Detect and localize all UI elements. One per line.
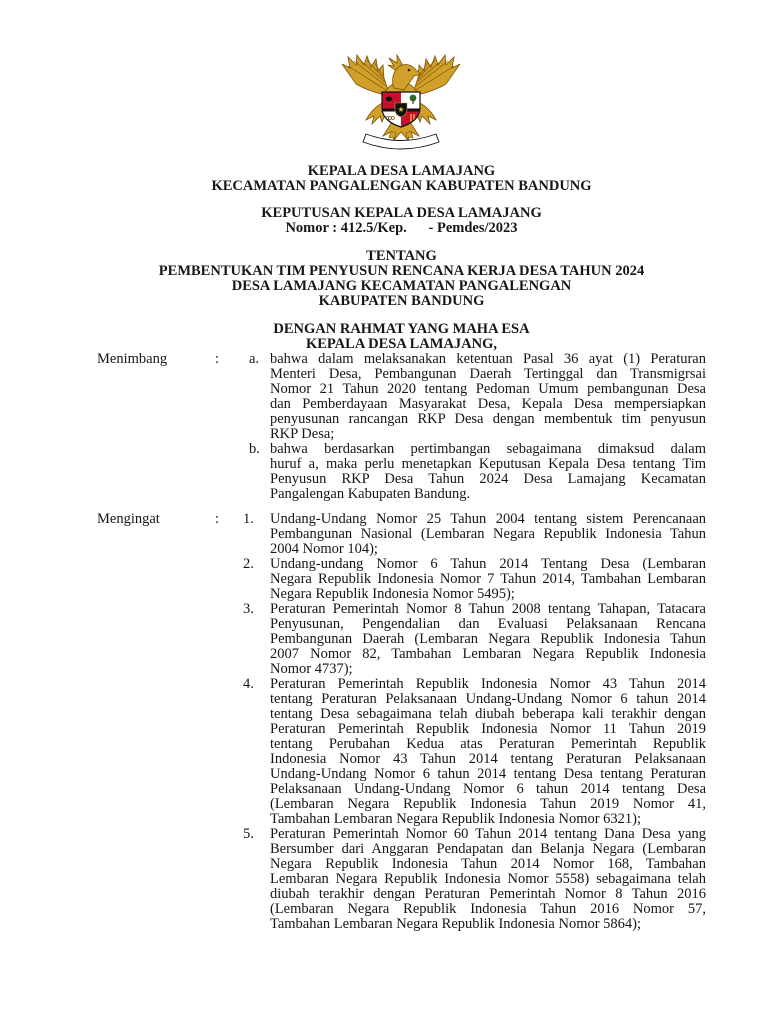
legal-basis-list — [243, 512, 706, 932]
item-text — [270, 442, 706, 502]
text-line: Penyusunan, Pengendalian dan Evaluasi Pelaksanaan Rencana — [270, 616, 706, 632]
text-line: dan Pemberdayaan Masyarakat Desa, Kepala Desa mempersiapkan — [270, 396, 706, 412]
text-line: Peraturan Pemerintah Republik Indonesia Nomor 43 Tahun 2014 — [270, 676, 706, 692]
item-marker: a. — [249, 351, 260, 367]
text-line: bahwa dalam melaksanakan ketentuan Pasal 36 ayat (1) Peraturan — [270, 351, 706, 367]
emblem-banner — [363, 134, 439, 149]
text-line: Tambahan Lembaran Negara Republik Indonesia Nomor 5864); — [270, 916, 642, 932]
text-line: Menteri Desa, Pembangunan Daerah Tertinggal dan Transmigrsai — [270, 366, 706, 382]
text-line: Peraturan Pemerintah Nomor 60 Tahun 2014 tentang Dana Desa yang — [270, 826, 706, 842]
text-line: Lembaran Negara Republik Indonesia Nomor 5558) sebagaimana telah — [270, 871, 706, 887]
section-colon: : — [215, 511, 220, 527]
text-line: Nomor 4737); — [270, 661, 353, 677]
authority-line: KECAMATAN PANGALENGAN KABUPATEN BANDUNG — [211, 178, 592, 194]
decree-subject — [97, 249, 706, 309]
item-text — [270, 677, 706, 827]
subject-line: KABUPATEN BANDUNG — [318, 293, 485, 309]
text-line: (Lembaran Negara Republik Indonesia Tahun 2016 Nomor 57, — [270, 901, 706, 917]
issuing-authority — [97, 164, 706, 194]
item-marker: 5. — [243, 826, 254, 842]
item-text — [270, 827, 706, 932]
about-label: TENTANG — [366, 248, 437, 264]
text-line: tentang Desa sebagaimana telah diubah beberapa kali terakhir dengan — [270, 706, 706, 722]
text-line: Tambahan Lembaran Negara Republik Indonesia Nomor 6321); — [270, 811, 642, 827]
text-line: huruf a, maka perlu menetapkan Keputusan Kepala Desa tentang Tim — [270, 456, 706, 472]
text-line: Pembangunan Daerah (Lembaran Negara Republik Indonesia Tahun — [270, 631, 706, 647]
list-item — [243, 827, 706, 932]
item-marker: b. — [249, 441, 260, 457]
item-text — [270, 512, 706, 557]
list-item — [243, 677, 706, 827]
item-marker: 3. — [243, 601, 254, 617]
text-line: 2004 Nomor 104); — [270, 541, 378, 557]
list-item — [249, 442, 706, 502]
section-colon: : — [215, 351, 220, 367]
list-item — [243, 602, 706, 677]
considerations-list — [249, 352, 706, 502]
text-line: Peraturan Pemerintah Nomor 8 Tahun 2008 tentang Tahapan, Tatacara — [270, 601, 706, 617]
text-line: Pembangunan Nasional (Lembaran Negara Republik Indonesia Tahun — [270, 526, 706, 542]
text-line: Undang-undang Nomor 6 Tahun 2014 Tentang Desa (Lembaran — [270, 556, 706, 572]
item-text — [270, 602, 706, 677]
list-item — [243, 512, 706, 557]
list-item — [243, 557, 706, 602]
text-line: Undang-Undang Nomor 6 tahun 2014 tentang Desa tentang Peraturan — [270, 766, 706, 782]
subject-line: DESA LAMAJANG KECAMATAN PANGALENGAN — [231, 278, 572, 294]
text-line: diubah terakhir dengan Peraturan Pemerintah Nomor 8 Tahun 2016 — [270, 886, 706, 902]
subject-line: PEMBENTUKAN TIM PENYUSUN RENCANA KERJA DESA TAHUN 2024 — [158, 263, 645, 279]
text-line: (Lembaran Negara Republik Indonesia Tahun 2019 Nomor 41, — [270, 796, 706, 812]
text-line: Bersumber dari Anggaran Pendapatan dan Belanja Negara (Lembaran — [270, 841, 706, 857]
decree-number: Nomor : 412.5/Kep. - Pemdes/2023 — [285, 220, 518, 236]
text-line: RKP Desa; — [270, 426, 335, 442]
text-line: Nomor 21 Tahun 2020 tentang Pedoman Umum pembangunan Desa — [270, 381, 706, 397]
text-line: Negara Republik Indonesia Nomor 7 Tahun 2014, Tambahan Lembaran — [270, 571, 706, 587]
text-line: penyusunan rancangan RKP Desa dengan membentuk tim penyusun — [270, 411, 706, 427]
item-marker: 2. — [243, 556, 254, 572]
decree-title: KEPUTUSAN KEPALA DESA LAMAJANG — [261, 205, 542, 221]
text-line: 2007 Nomor 82, Tambahan Lembaran Negara Republik Indonesia — [270, 646, 706, 662]
authority-line: KEPALA DESA LAMAJANG — [307, 163, 496, 179]
text-line: Pelaksanaan Undang-Undang Nomor 6 tahun 2014 tentang Desa — [270, 781, 706, 797]
garuda-emblem — [336, 52, 466, 152]
item-text — [270, 352, 706, 442]
section-label: Menimbang — [97, 351, 168, 367]
item-text — [270, 557, 706, 602]
text-line: Negara Republik Indonesia Nomor 5495); — [270, 586, 515, 602]
section-label: Mengingat — [97, 511, 160, 527]
item-marker: 4. — [243, 676, 254, 692]
text-line: Undang-Undang Nomor 25 Tahun 2004 tentang sistem Perencanaan — [270, 511, 706, 527]
item-marker: 1. — [243, 511, 254, 527]
text-line: Pangalengan Kabupaten Bandung. — [270, 486, 471, 502]
text-line: bahwa berdasarkan pertimbangan sebagaimana dimaksud dalam — [270, 441, 706, 457]
text-line: Indonesia Nomor 43 Tahun 2014 tentang Peraturan Pelaksanaan — [270, 751, 706, 767]
list-item — [249, 352, 706, 442]
text-line: tentang Perubahan Kedua atas Peraturan Pemerintah Republik — [270, 736, 706, 752]
text-line: Negara Republik Indonesia Tahun 2014 Nomor 168, Tambahan — [270, 856, 706, 872]
text-line: Penyusun RKP Desa Tahun 2024 Desa Lamajang Kecamatan — [270, 471, 706, 487]
text-line: tentang Peraturan Pelaksanaan Undang-Undang Nomor 6 tahun 2014 — [270, 691, 706, 707]
preamble-line: KEPALA DESA LAMAJANG, — [305, 336, 498, 352]
text-line: Peraturan Pemerintah Republik Indonesia Nomor 11 Tahun 2019 — [270, 721, 706, 737]
preamble — [97, 322, 706, 352]
preamble-line: DENGAN RAHMAT YANG MAHA ESA — [273, 321, 530, 337]
decree-heading — [97, 206, 706, 236]
